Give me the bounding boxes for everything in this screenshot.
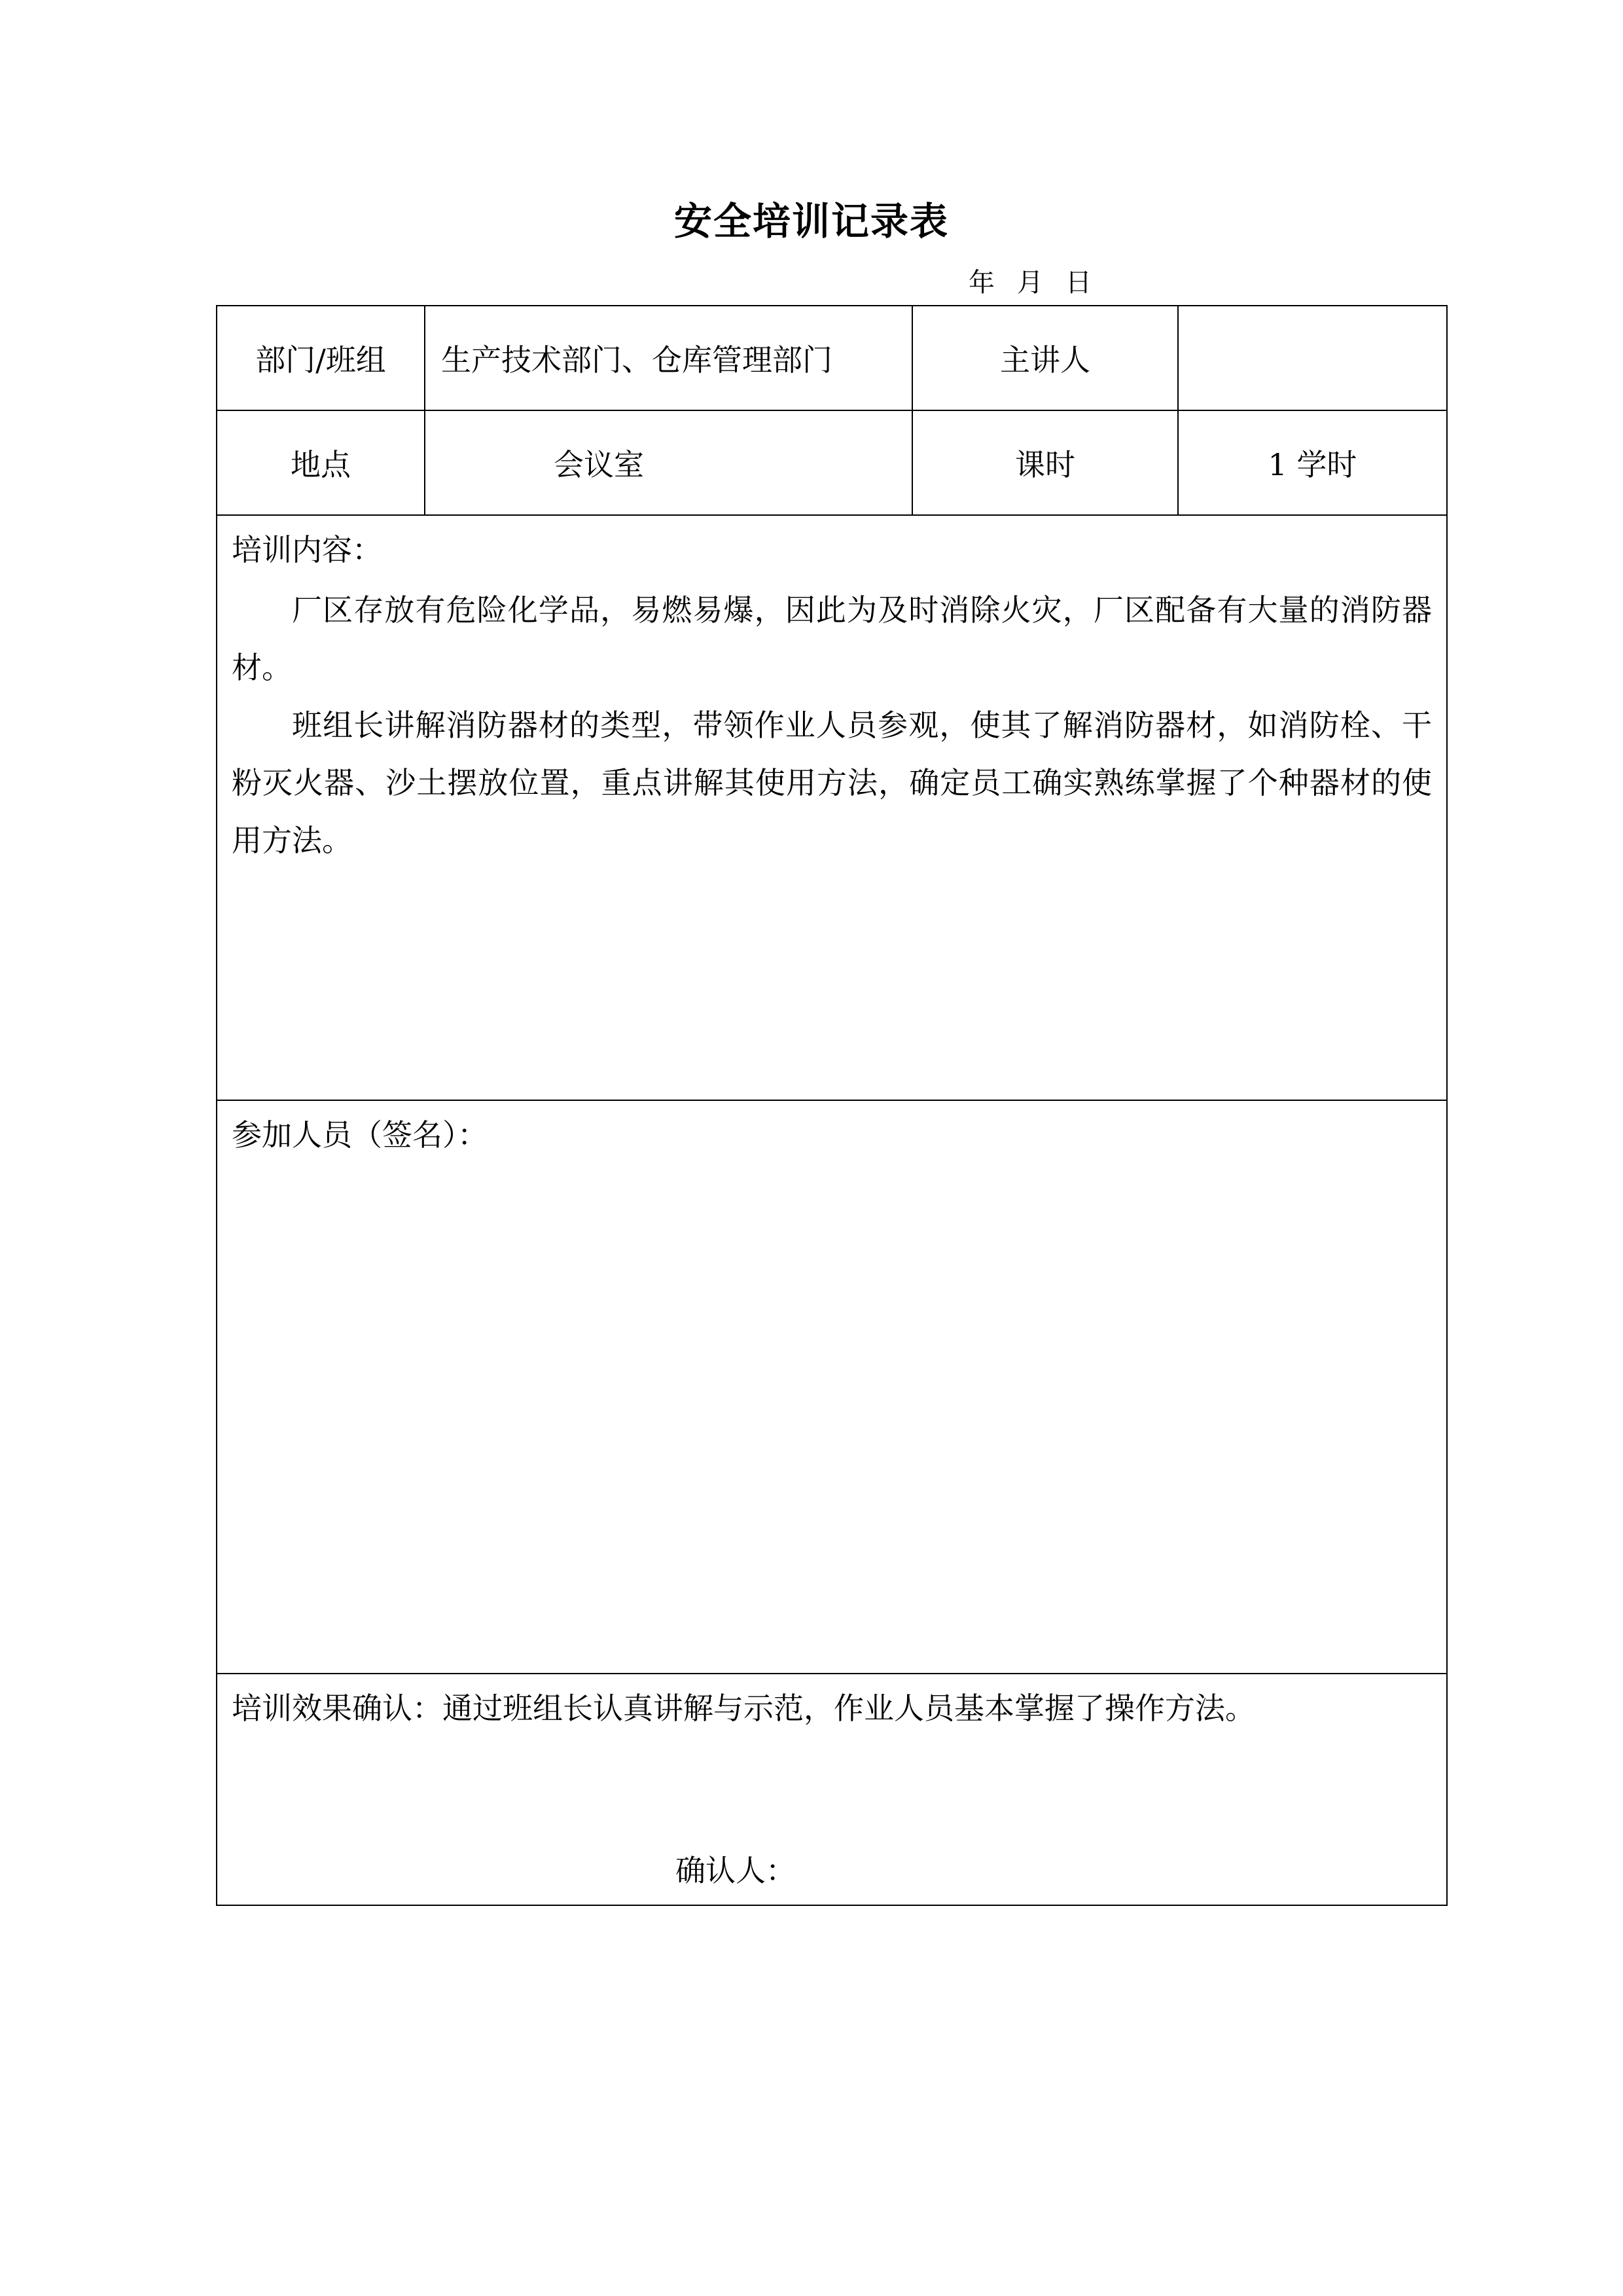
effect-label: 培训效果确认： bbox=[232, 1691, 442, 1726]
date-month-label: 月 bbox=[1017, 268, 1043, 298]
training-content-paragraph: 厂区存放有危险化学品，易燃易爆，因此为及时消除火灾，厂区配备有大量的消防器材。 bbox=[232, 592, 1432, 685]
effect-confirmation-cell[interactable] bbox=[217, 1674, 1447, 1905]
training-record-table bbox=[216, 305, 1448, 1906]
speaker-label: 主讲人 bbox=[912, 306, 1178, 410]
hours-label: 课时 bbox=[912, 410, 1178, 515]
document-title: 安全培训记录表 bbox=[673, 199, 949, 243]
effect-line bbox=[232, 1689, 1432, 1728]
training-content-label: 培训内容： bbox=[232, 532, 382, 567]
location-value[interactable]: 会议室 bbox=[425, 410, 912, 515]
dept-value[interactable]: 生产技术部门、仓库管理部门 bbox=[425, 306, 912, 410]
training-content-paragraph: 班组长讲解消防器材的类型，带领作业人员参观，使其了解消防器材，如消防栓、干粉灭火器、沙土摆放位置，重点讲解其使用方法，确定员工确实熟练掌握了个种器材的使用方法。 bbox=[232, 708, 1432, 858]
table-row-department bbox=[217, 306, 1447, 410]
confirmer-label: 确认人： bbox=[675, 1853, 796, 1888]
hours-value[interactable]: 1 学时 bbox=[1178, 410, 1447, 515]
effect-text: 通过班组长认真讲解与示范，作业人员基本掌握了操作方法。 bbox=[442, 1691, 1255, 1726]
dept-label: 部门/班组 bbox=[217, 306, 425, 410]
table-row-attendees bbox=[217, 1100, 1447, 1674]
date-year-label: 年 bbox=[969, 268, 995, 298]
table-row-content bbox=[217, 515, 1447, 1100]
table-row-location bbox=[217, 410, 1447, 515]
date-day-label: 日 bbox=[1065, 268, 1092, 298]
location-label: 地点 bbox=[217, 410, 425, 515]
speaker-value[interactable] bbox=[1178, 306, 1447, 410]
attendees-signature-cell[interactable] bbox=[217, 1100, 1447, 1674]
training-content-cell[interactable] bbox=[217, 515, 1447, 1100]
table-row-effect bbox=[217, 1674, 1447, 1905]
date-line bbox=[969, 263, 1114, 302]
attendees-label: 参加人员（签名）： bbox=[232, 1117, 488, 1153]
